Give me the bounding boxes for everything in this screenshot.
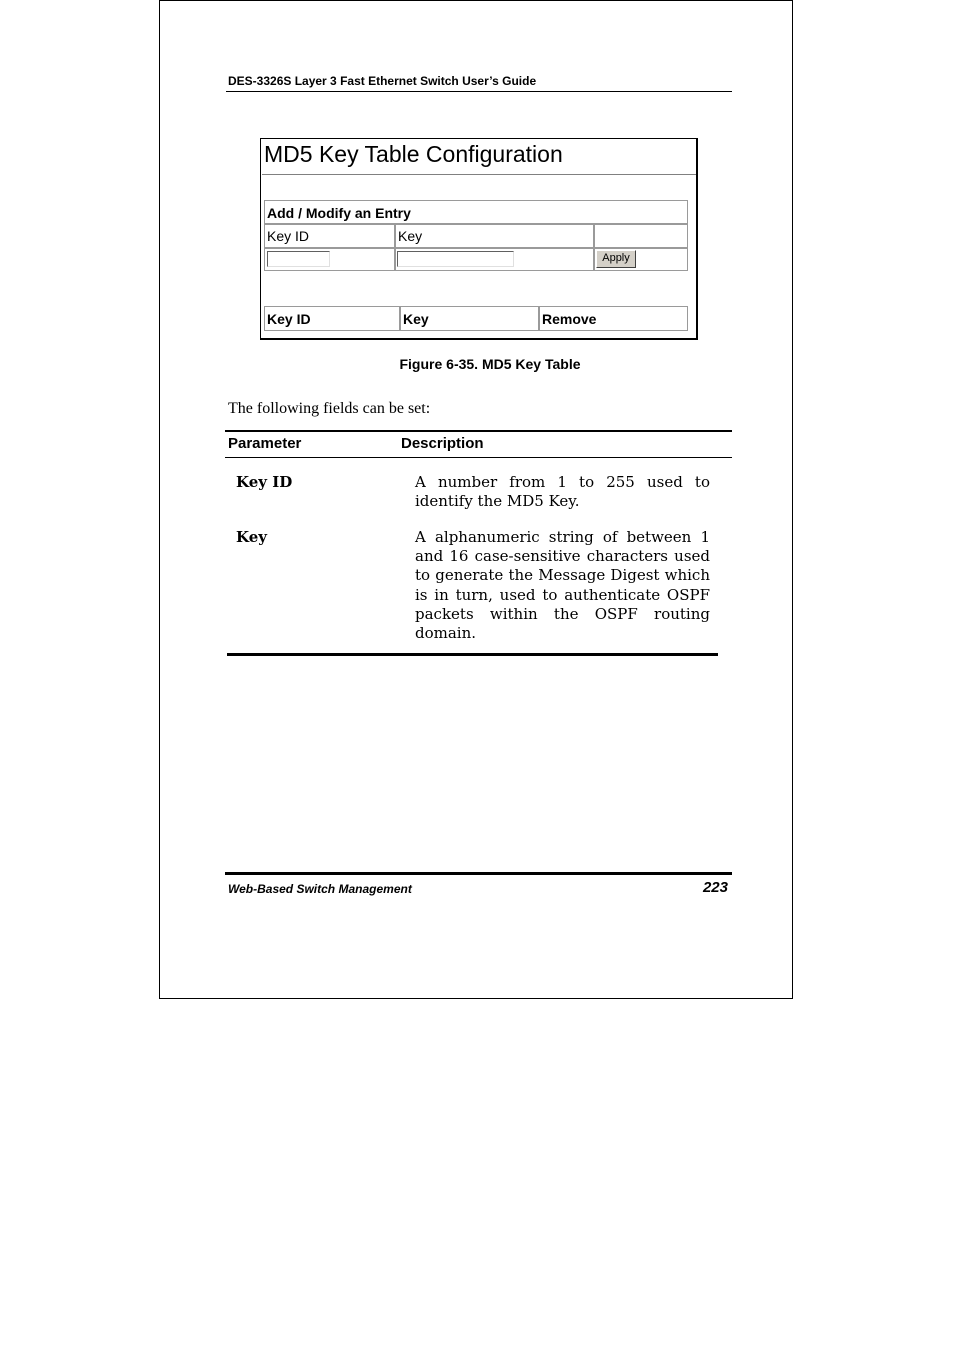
param-key: Key	[236, 528, 267, 546]
key-input[interactable]	[397, 251, 514, 267]
header-rule	[226, 91, 732, 92]
param-table-header-rule	[225, 457, 732, 458]
footer-section-title: Web-Based Switch Management	[228, 882, 412, 896]
desc-key: A alphanumeric string of between 1 and 16 case-sensitive characters used to generate the Message Digest which is in turn, used to authenticate OSPF packets within the OSPF routing domain.	[415, 528, 710, 643]
figure-caption: Figure 6-35. MD5 Key Table	[399, 356, 581, 372]
key-id-input[interactable]	[267, 251, 330, 267]
param-table-top-rule	[225, 430, 732, 432]
param-table-header-description: Description	[401, 435, 484, 452]
table-header-key: Key	[400, 306, 539, 331]
add-modify-section-label: Add / Modify an Entry	[264, 200, 688, 224]
param-table-header-parameter: Parameter	[228, 435, 302, 452]
key-label: Key	[395, 224, 594, 248]
figure-title-separator	[262, 174, 696, 175]
intro-text: The following fields can be set:	[228, 400, 431, 417]
footer-rule	[225, 872, 732, 875]
param-table-bottom-rule	[227, 653, 718, 656]
table-header-remove: Remove	[539, 306, 688, 331]
figure-title: MD5 Key Table Configuration	[264, 141, 563, 167]
param-key-id: Key ID	[236, 473, 293, 491]
key-id-label: Key ID	[264, 224, 395, 248]
desc-key-id: A number from 1 to 255 used to identify the MD5 Key.	[415, 473, 710, 511]
table-header-key-id: Key ID	[264, 306, 400, 331]
apply-button[interactable]: Apply	[596, 250, 636, 268]
form-header-empty-cell	[594, 224, 688, 248]
running-header: DES-3326S Layer 3 Fast Ethernet Switch User’s Guide	[228, 74, 537, 88]
page-number: 223	[702, 879, 728, 896]
